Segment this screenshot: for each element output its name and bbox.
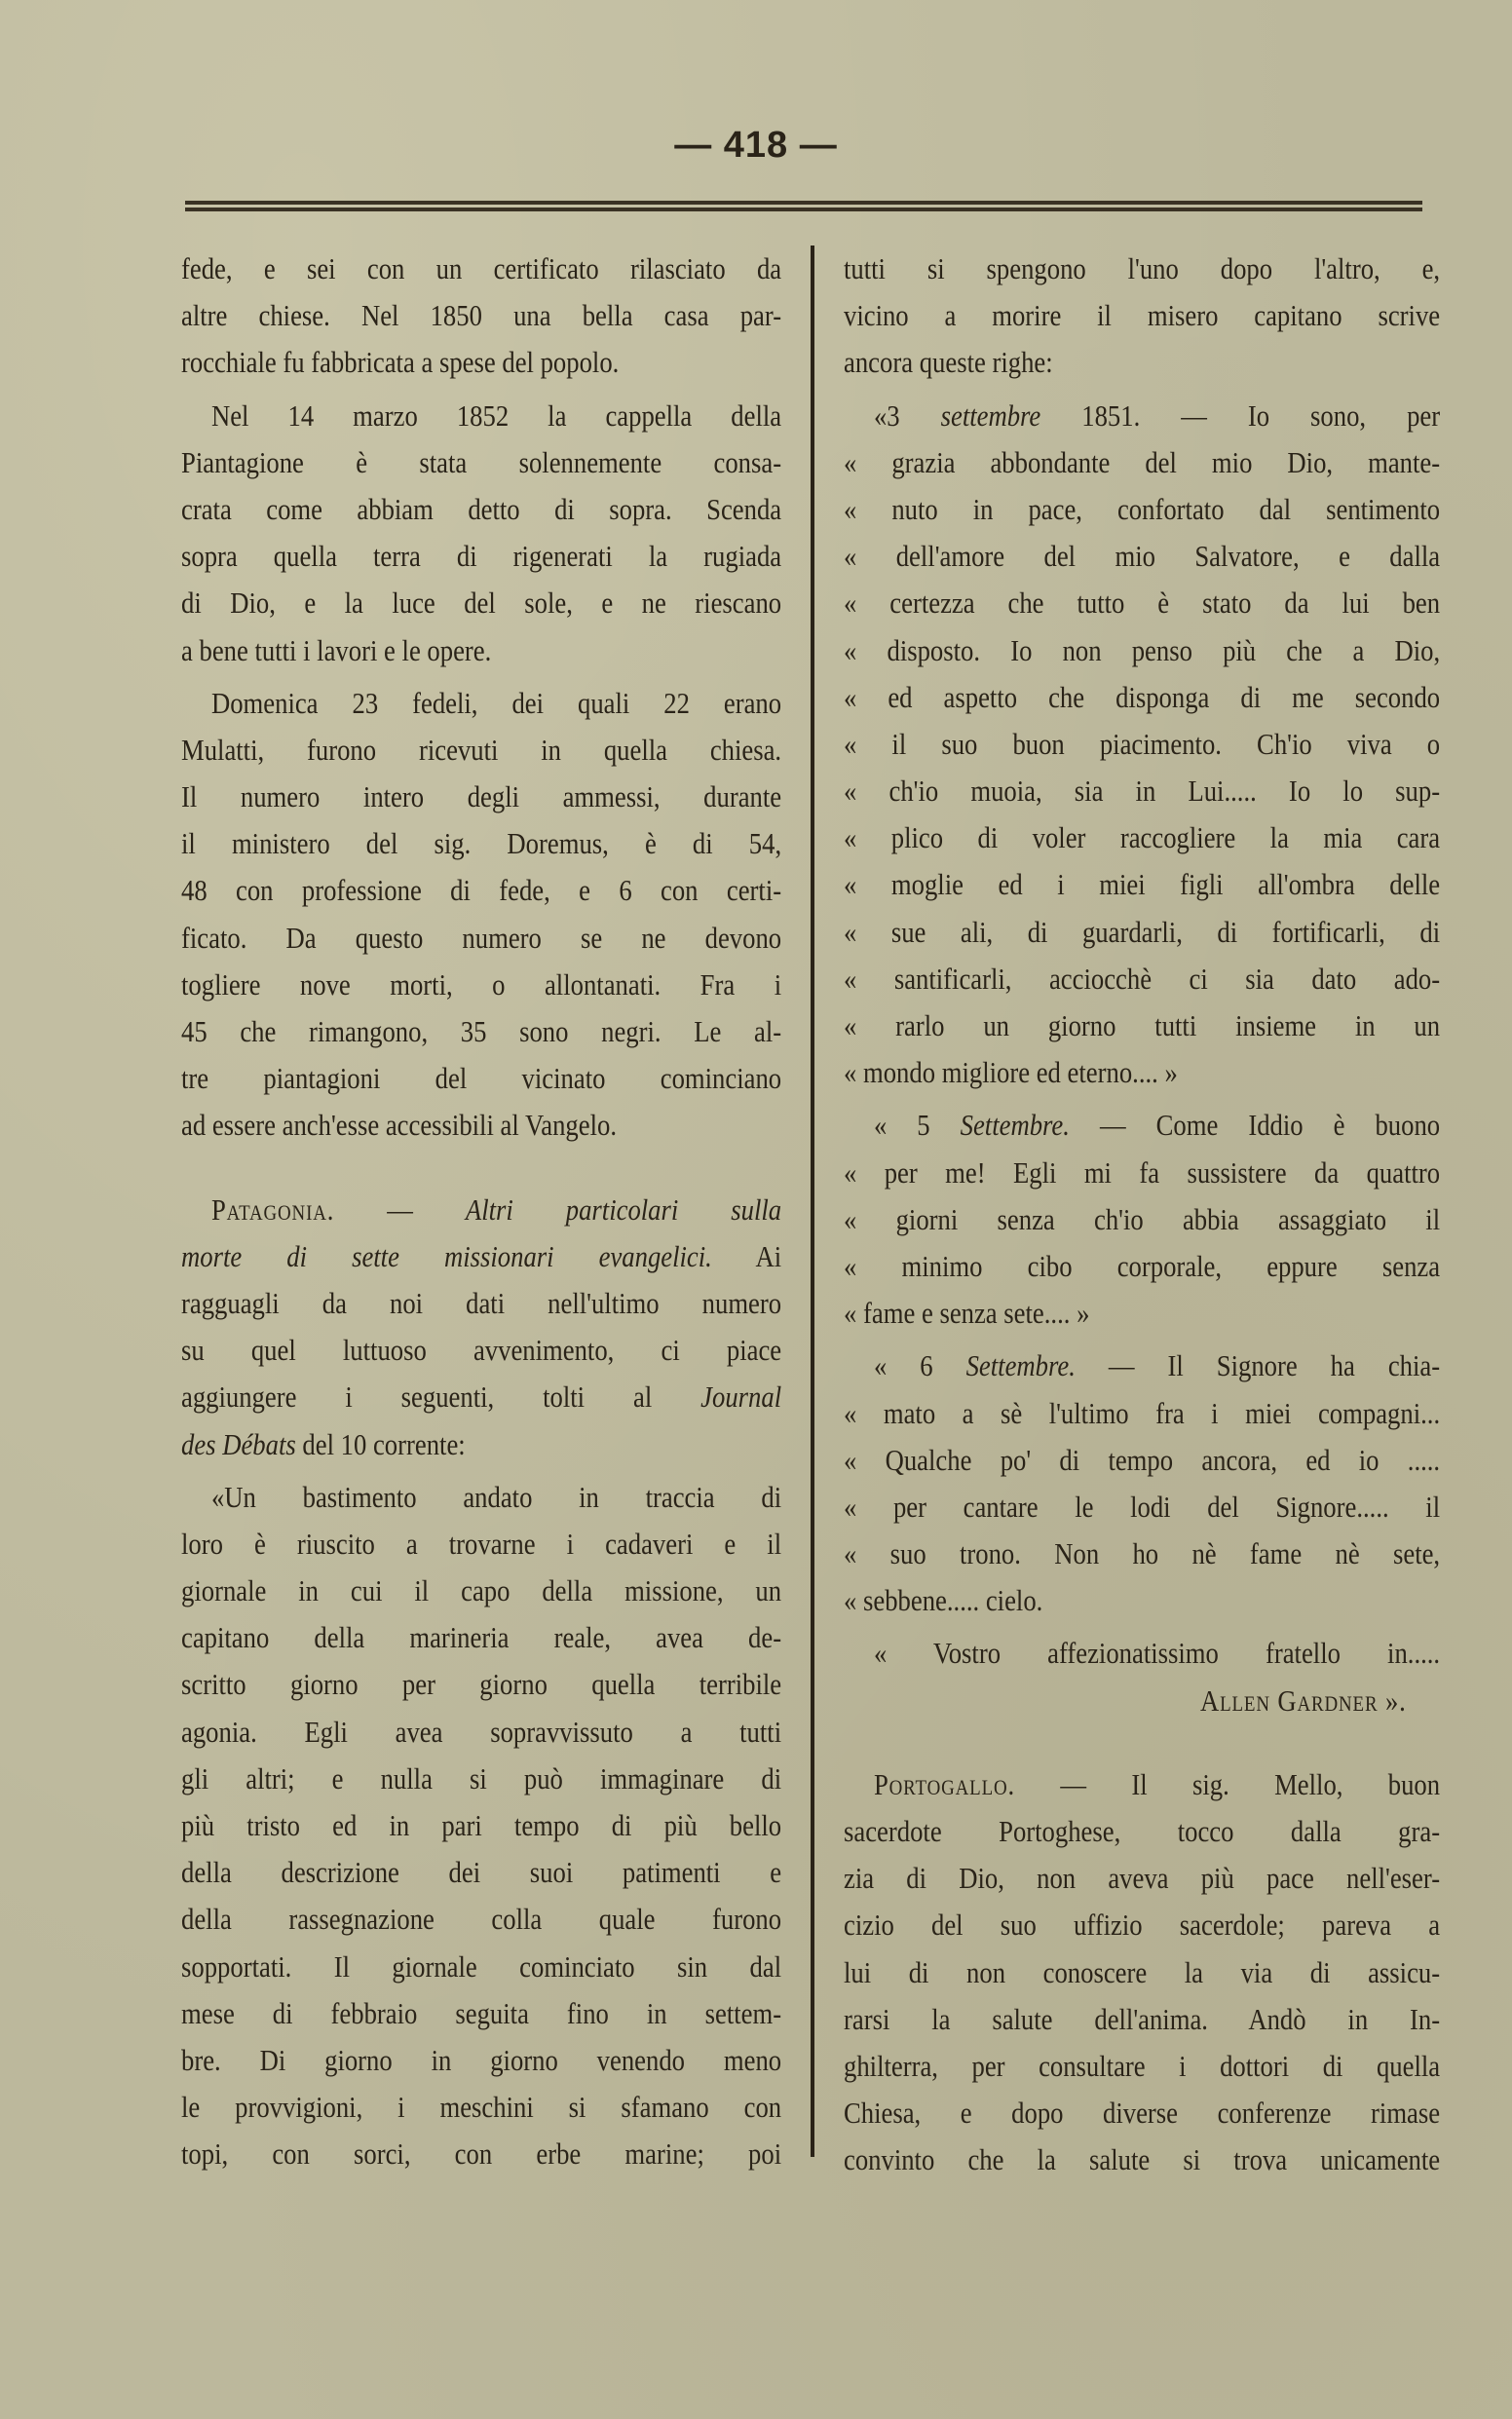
text-line: ghilterra, per consultare i dottori di quella — [844, 2048, 1441, 2083]
text-line: « sue ali, di guardarli, di fortificarli, di — [844, 914, 1441, 949]
text-line: « Qualche po' di tempo ancora, ed io ..... — [844, 1442, 1441, 1477]
text-line: a bene tutti i lavori e le opere. — [181, 632, 492, 667]
text-line: « grazia abbondante del mio Dio, mante- — [844, 444, 1441, 479]
text-line: Il numero intero degli ammessi, durante — [181, 779, 782, 814]
text-line: « giorni senza ch'io abbia assaggiato il — [844, 1201, 1441, 1236]
text-line: lui di non conoscere la via di assicu- — [844, 1954, 1441, 1989]
text-fragment: — Come Iddio è buono — [1069, 1108, 1441, 1143]
letter-closing: « Vostro affezionatissimo fratello in..... — [873, 1636, 1441, 1671]
journal-name: Journal — [700, 1380, 782, 1415]
text-line: cizio del suo uffizio sacerdole; pareva a — [844, 1908, 1441, 1943]
text-line: « suo trono. Non ho nè fame nè sete, — [844, 1536, 1441, 1571]
text-line: « moglie ed i miei figli all'ombra delle — [844, 867, 1441, 902]
paragraph-ship-report — [181, 1474, 781, 2178]
paragraph-portogallo — [844, 1808, 1440, 2184]
text-fragment: «3 — [873, 397, 941, 433]
text-line: più tristo ed in pari tempo di più bello — [181, 1808, 782, 1842]
text-line: « rarlo un giorno tutti insieme in un — [844, 1008, 1441, 1042]
text-line: Mulatti, furono ricevuti in quella chiesa. — [181, 732, 782, 767]
text-line: bre. Di giorno in giorno venendo meno — [181, 2042, 782, 2077]
text-line: « ch'io muoia, sia in Lui..... Io lo sup- — [844, 774, 1441, 809]
journal-entry-5-september — [844, 1102, 1440, 1337]
text-line: « mondo migliore ed eterno.... » — [844, 1055, 1178, 1090]
entry-lines — [844, 1150, 1440, 1338]
text-line: 48 con professione di fede, e 6 con certi- — [181, 873, 782, 908]
article-title: morte di sette missionari evangelici. — [181, 1238, 712, 1273]
text-line: Piantagione è stata solennemente consa- — [181, 444, 782, 479]
text-line: ragguagli da noi dati nell'ultimo numero — [181, 1285, 782, 1320]
text-line: sopportati. Il giornale cominciato sin dal — [181, 1948, 782, 1984]
text-line — [181, 1421, 781, 1468]
text-line — [844, 1761, 1440, 1808]
text-fragment: — Il Signore ha chia- — [1075, 1348, 1441, 1383]
text-line: « ed aspetto che disponga di me secondo — [844, 679, 1441, 714]
paragraph-patagonia-intro — [181, 1280, 781, 1374]
text-line: vicino a morire il misero capitano scrive — [844, 298, 1441, 333]
text-line: rarsi la salute dell'anima. Andò in In- — [844, 2001, 1441, 2036]
text-fragment: — Il sig. Mello, buon — [1015, 1766, 1441, 1801]
paragraph-chapel-consecration — [181, 393, 781, 674]
text-line: « sebbene..... cielo. — [844, 1583, 1043, 1618]
journal-name: des Débats — [181, 1426, 296, 1461]
text-line: Chiesa, e dopo diverse conferenze rimase — [844, 2096, 1441, 2131]
text-line: convinto che la salute si trova unicamente — [844, 2142, 1441, 2177]
text-line: ficato. Da questo numero se ne devono — [181, 920, 782, 955]
text-line — [181, 1374, 781, 1420]
text-line: di Dio, e la luce del sole, e ne riescano — [181, 586, 782, 621]
text-line: « per me! Egli mi fa sussistere da quattro — [844, 1154, 1441, 1190]
text-fragment: « 6 — [873, 1348, 966, 1383]
journal-entry-3-september — [844, 393, 1440, 1097]
text-line: giornale in cui il capo della missione, un — [181, 1573, 782, 1608]
text-fragment: Ai — [711, 1238, 782, 1273]
header-double-rule — [185, 201, 1422, 214]
text-line: Domenica 23 fedeli, dei quali 22 erano — [210, 685, 782, 720]
text-line: altre chiese. Nel 1850 una bella casa par- — [181, 298, 782, 333]
text-line: crata come abbiam detto di sopra. Scenda — [181, 491, 782, 526]
text-line: tutti si spengono l'uno dopo l'altro, e, — [844, 251, 1441, 285]
page-number: — 418 — — [674, 125, 838, 166]
left-column — [181, 246, 781, 2178]
text-line — [844, 393, 1440, 439]
text-line: ancora queste righe: — [844, 345, 1053, 380]
text-line: il ministero del sig. Doremus, è di 54, — [181, 826, 782, 861]
text-line: tre piantagioni del vicinato cominciano — [181, 1061, 782, 1096]
text-line — [181, 1187, 781, 1233]
entry-date: Settembre. — [960, 1108, 1070, 1143]
article-title: Altri particolari sulla — [465, 1191, 782, 1227]
right-column — [844, 246, 1440, 2184]
text-line: « certezza che tutto è stato da lui ben — [844, 586, 1441, 621]
section-patagonia — [181, 1187, 781, 1468]
text-line — [181, 1233, 781, 1280]
entry-lines — [844, 439, 1440, 1097]
text-line — [844, 1342, 1440, 1389]
entry-lines — [844, 1390, 1440, 1625]
text-line: « plico di voler raccogliere la mia cara — [844, 820, 1441, 855]
text-line: « il suo buon piacimento. Ch'io viva o — [844, 726, 1441, 761]
section-heading-patagonia: Patagonia. — [210, 1191, 335, 1227]
text-line: della descrizione dei suoi patimenti e — [181, 1855, 782, 1890]
paragraph-members-count — [181, 680, 781, 1150]
text-line: zia di Dio, non aveva più pace nell'eser- — [844, 1861, 1441, 1896]
text-line: ad essere anch'esse accessibili al Vangelo. — [181, 1108, 617, 1143]
text-line: 45 che rimangono, 35 sono negri. Le al- — [181, 1014, 782, 1048]
text-fragment: del 10 corrente: — [295, 1426, 466, 1461]
rule-line — [185, 208, 1422, 211]
text-line: sacerdote Portoghese, tocco dalla gra- — [844, 1814, 1441, 1848]
rule-line — [185, 201, 1422, 205]
text-fragment: 1851. — Io sono, per — [1040, 397, 1441, 433]
signature: Allen Gardner ». — [1199, 1682, 1407, 1718]
text-line: capitano della marineria reale, avea de- — [181, 1620, 782, 1655]
text-line: « per cantare le lodi del Signore..... il — [844, 1489, 1441, 1524]
text-line: le provvigioni, i meschini si sfamano con — [181, 2090, 782, 2125]
text-line: della rassegnazione colla quale furono — [181, 1902, 782, 1937]
text-line: « disposto. Io non penso più che a Dio, — [844, 632, 1441, 667]
text-line: « santificarli, acciocchè ci sia dato ado- — [844, 961, 1441, 996]
text-line: agonia. Egli avea sopravvissuto a tutti — [181, 1714, 782, 1749]
text-line: « minimo cibo corporale, eppure senza — [844, 1248, 1441, 1283]
text-fragment: « 5 — [873, 1108, 961, 1143]
text-line: fede, e sei con un certificato rilasciato da — [181, 251, 782, 285]
text-line: togliere nove morti, o allontanati. Fra i — [181, 966, 782, 1002]
paragraph-parish-house — [181, 246, 781, 387]
text-fragment: aggiungere i seguenti, tolti al — [181, 1380, 701, 1415]
text-line — [844, 1102, 1440, 1149]
text-line: « fame e senza sete.... » — [844, 1296, 1090, 1331]
text-line: « mato a sè l'ultimo fra i miei compagni... — [844, 1395, 1441, 1430]
text-line: scritto giorno per giorno quella terribile — [181, 1667, 782, 1702]
text-line: gli altri; e nulla si può immaginare di — [181, 1760, 782, 1795]
paragraph-captain-writes — [844, 246, 1440, 387]
text-line: loro è riuscito a trovarne i cadaveri e il — [181, 1526, 782, 1561]
text-line: « nuto in pace, confortato dal sentimento — [844, 491, 1441, 526]
journal-entry-6-september — [844, 1342, 1440, 1624]
text-line: topi, con sorci, con erbe marine; poi — [181, 2136, 782, 2172]
dash: — — [334, 1191, 466, 1227]
text-line: su quel luttuoso avvenimento, ci piace — [181, 1333, 782, 1368]
text-line: rocchiale fu fabbricata a spese del popolo. — [181, 345, 620, 380]
column-divider — [811, 246, 814, 2157]
section-heading-portogallo: Portogallo. — [873, 1766, 1016, 1801]
text-line: Nel 14 marzo 1852 la cappella della — [210, 397, 782, 433]
text-line: « dell'amore del mio Salvatore, e dalla — [844, 539, 1441, 574]
text-line: «Un bastimento andato in traccia di — [210, 1479, 782, 1514]
entry-date: Settembre. — [965, 1348, 1076, 1383]
entry-date: settembre — [940, 397, 1041, 433]
text-line: sopra quella terra di rigenerati la rugiada — [181, 539, 782, 574]
section-portogallo — [844, 1761, 1440, 2184]
text-line: mese di febbraio seguita fino in settem- — [181, 1995, 782, 2030]
